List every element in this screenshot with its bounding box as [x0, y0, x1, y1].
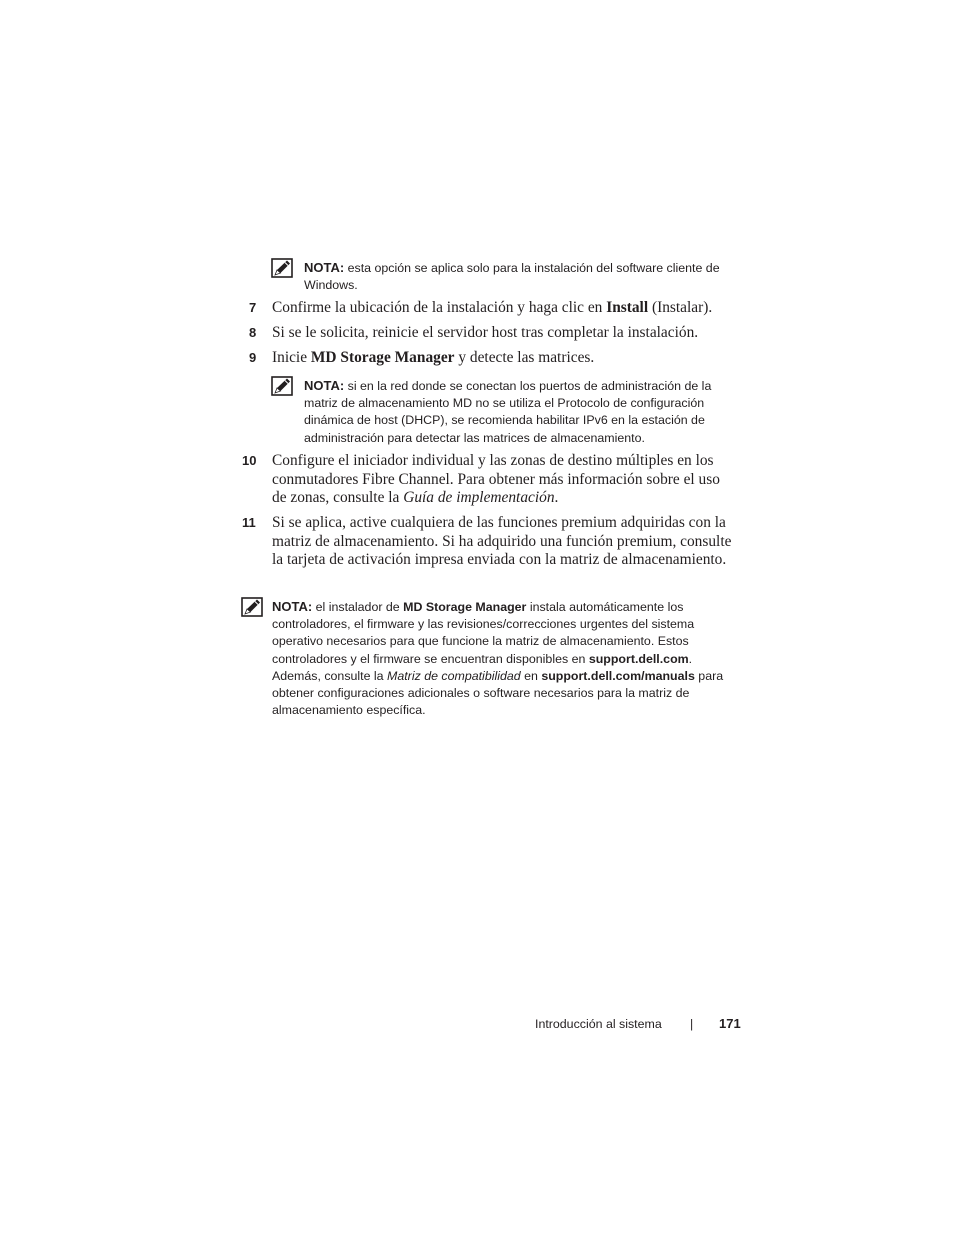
step-9-text: Inicie MD Storage Manager y detecte las matrices. [272, 349, 595, 366]
step-number: 7 [249, 300, 257, 315]
step-10-text: Configure el iniciador individual y las zonas de destino múltiples en los conmutadores Fibre Channel. Para obtener más información sobre el uso de zonas, consulte la Guía de implementación. [272, 452, 720, 507]
step-8-text: Si se le solicita, reinicie el servidor host tras completar la instalación. [272, 324, 699, 341]
note-pencil-icon [271, 376, 293, 396]
step-number: 8 [249, 325, 257, 340]
step-11-text: Si se aplica, active cualquiera de las funciones premium adquiridas con la matriz de almacenamiento. Si ha adquirido una función premium, consulte la tarjeta de activación impresa enviada con la matriz de almacenamiento. [272, 514, 732, 569]
note-title: NOTA: [272, 599, 313, 614]
step-number: 9 [249, 350, 257, 365]
page-number: 171 [719, 1016, 741, 1031]
note-md-storage-manager: NOTA: el instalador de MD Storage Manager instala automáticamente los controladores, el firmware y las revisiones/correcciones urgentes del sistema operativo necesarios para que funcione la matriz de almacenamiento. Estos controladores y el firmware se encuentran disponibles en support.dell.com. Además, consulte la Matriz de compatibilidad en support.dell.com/manuals para obtener configuraciones adicionales o software necesarios para la matriz de almacenamiento específica. [272, 599, 724, 718]
step-7-text: Confirme la ubicación de la instalación y haga clic en Install (Instalar). [272, 299, 713, 316]
note-dhcp-ipv6: NOTA: si en la red donde se conectan los puertos de administración de la matriz de almacenamiento MD no se utiliza el Protocolo de configuración dinámica de host (DHCP), se recomienda habilitar IPv6 en la estación de administración para detectar las matrices de almacenamiento. [304, 378, 712, 445]
note-windows-client: NOTA: esta opción se aplica solo para la instalación del software cliente de Windows. [304, 260, 720, 293]
note-title: NOTA: [304, 378, 345, 393]
note-title: NOTA: [304, 260, 345, 275]
step-number: 11 [242, 515, 256, 530]
note-pencil-icon [271, 258, 293, 278]
footer-separator: | [690, 1017, 694, 1031]
step-number: 10 [242, 453, 257, 468]
note-pencil-icon [241, 597, 263, 617]
footer-section-title: Introducción al sistema [535, 1017, 662, 1031]
